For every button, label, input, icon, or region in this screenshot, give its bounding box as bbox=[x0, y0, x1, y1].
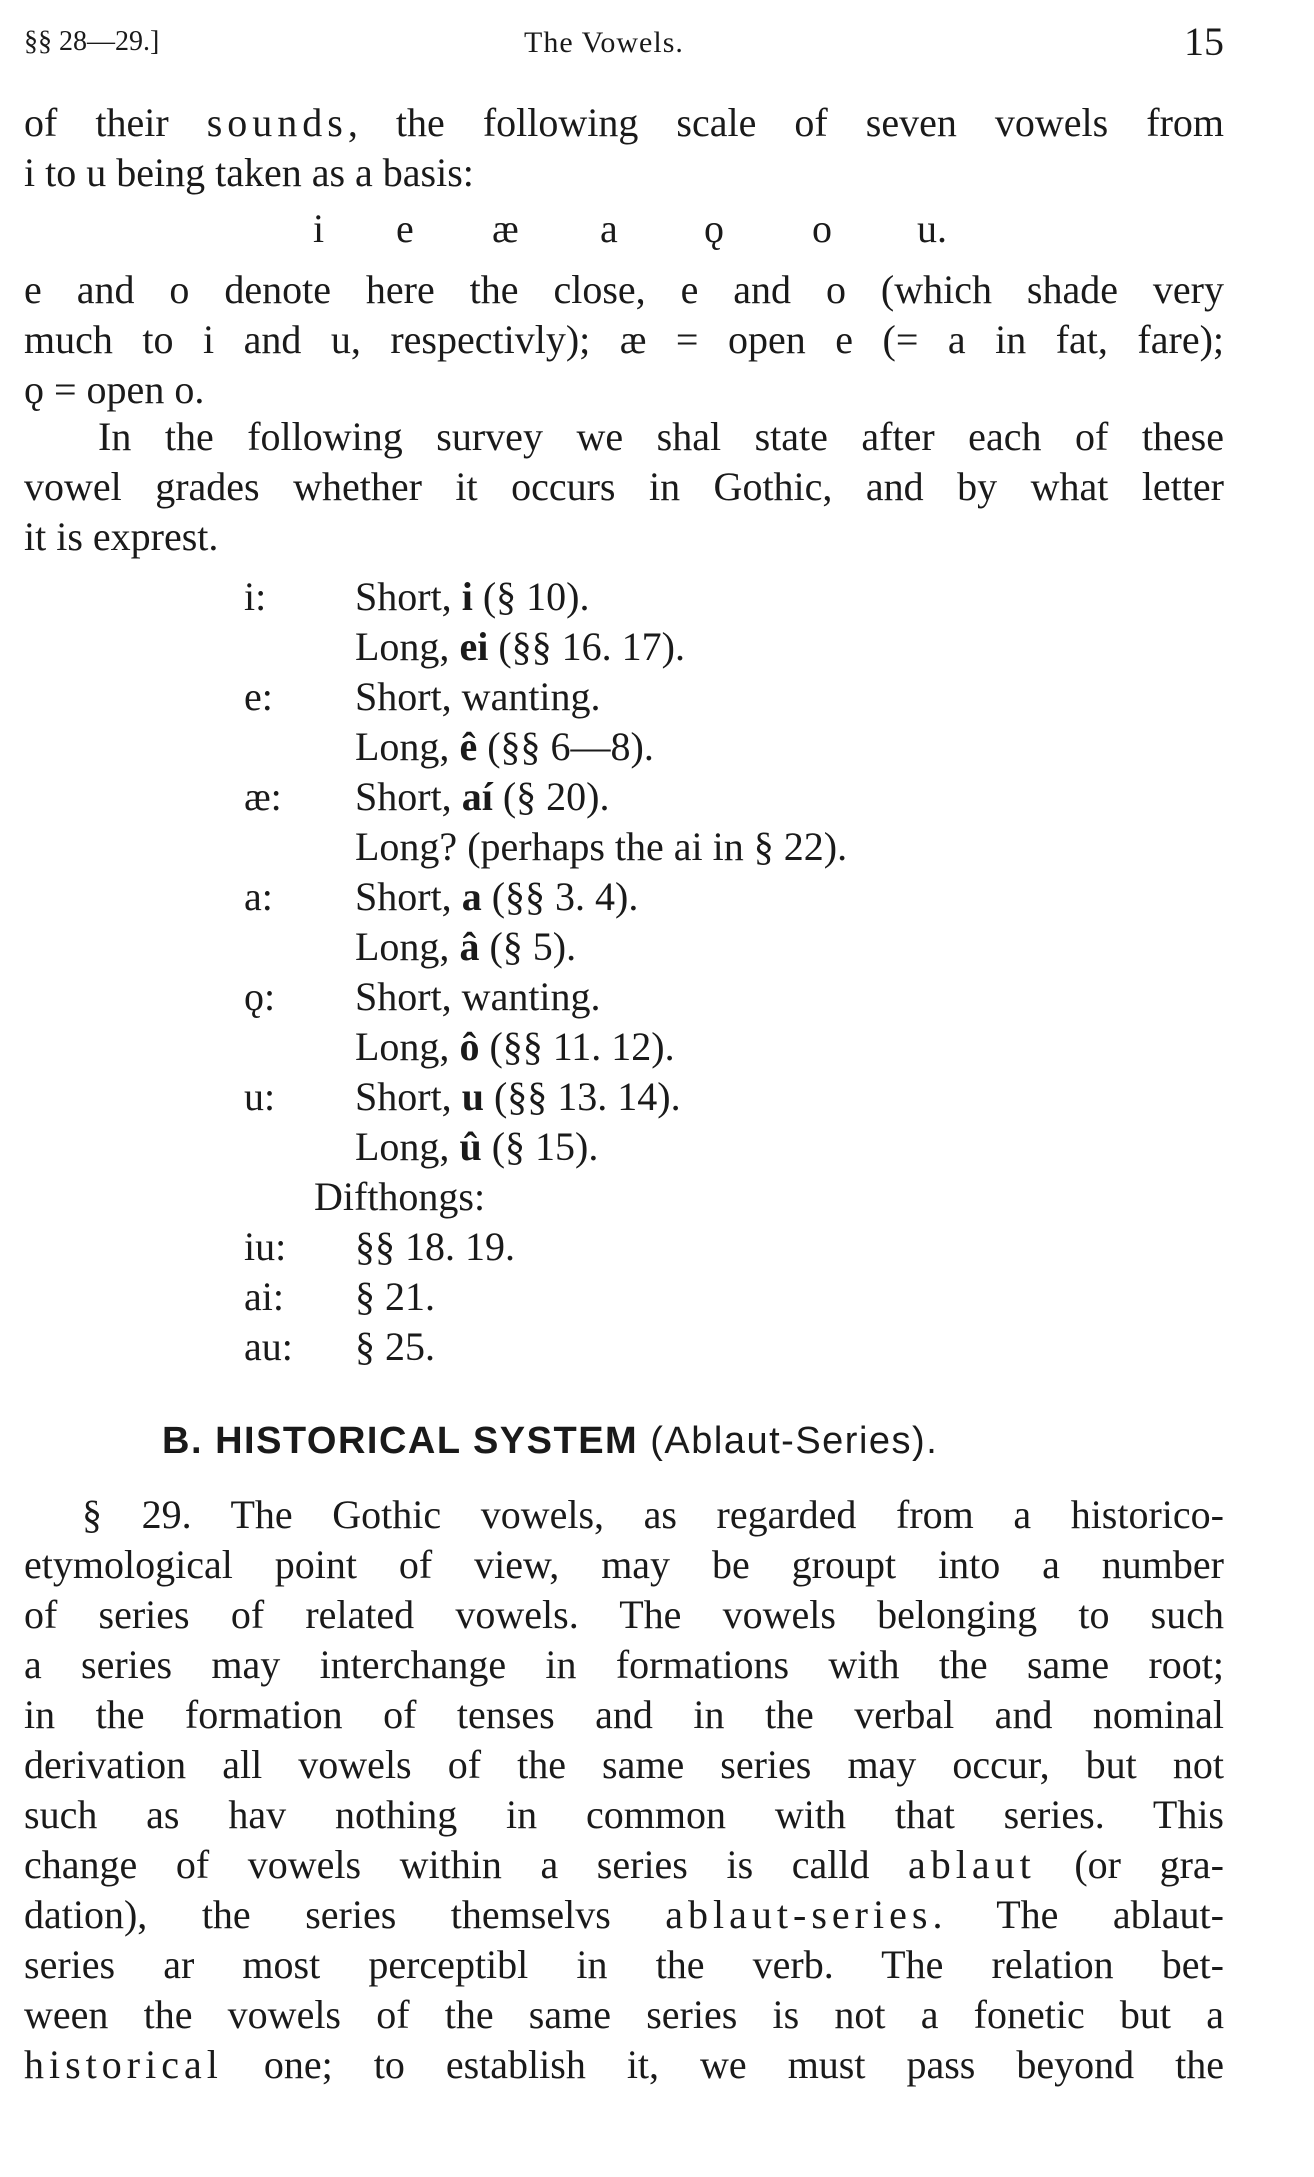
running-header bbox=[24, 18, 1224, 68]
paragraph-line: in the formation of tenses and in the verbal and nominal bbox=[24, 1692, 1224, 1737]
paragraph-line: dation), the series themselvs ablaut-series. The ablaut- bbox=[24, 1892, 1224, 1937]
header-title: The Vowels. bbox=[524, 26, 684, 59]
spaced-word: historical bbox=[24, 2042, 223, 2087]
scale-vowel: ǫ bbox=[704, 206, 724, 251]
diphthongs-title: Difthongs: bbox=[314, 1174, 486, 1219]
intro-line-1: of their sounds, the following scale of seven vowels from bbox=[24, 100, 1224, 145]
vowel-label: a: bbox=[244, 874, 273, 919]
paragraph-line: of series of related vowels. The vowels belonging to such bbox=[24, 1592, 1224, 1637]
diphthong-ref: §§ 18. 19. bbox=[355, 1224, 515, 1269]
survey-intro-line: In the following survey we shal state after each of these bbox=[98, 414, 1224, 459]
paragraph-line: ween the vowels of the same series is not a fonetic but a bbox=[24, 1992, 1224, 2037]
vowel-label: u: bbox=[244, 1074, 276, 1119]
diphthong-ref: § 25. bbox=[355, 1324, 435, 1369]
vowel-label: æ: bbox=[244, 774, 282, 819]
survey-intro-line: vowel grades whether it occurs in Gothic, and by what letter bbox=[24, 464, 1224, 509]
paragraph-line: derivation all vowels of the same series may occur, but not bbox=[24, 1742, 1224, 1787]
paragraph-line: § 29. The Gothic vowels, as regarded from a historico- bbox=[82, 1492, 1224, 1537]
spaced-word: sounds bbox=[206, 100, 348, 145]
section-heading: B. HISTORICAL SYSTEM (Ablaut-Series). bbox=[162, 1420, 939, 1462]
definition-line: ǫ = open o. bbox=[24, 367, 205, 412]
survey-intro-line: it is exprest. bbox=[24, 514, 219, 559]
diphthong-label: ai: bbox=[244, 1274, 284, 1319]
spaced-word: ablaut bbox=[908, 1842, 1036, 1887]
paragraph-line: change of vowels within a series is calld ablaut (or gra- bbox=[24, 1842, 1224, 1887]
header-section-ref: §§ 28—29.] bbox=[24, 26, 160, 57]
scale-vowel: i bbox=[313, 206, 325, 251]
intro-line-2: i to u being taken as a basis: bbox=[24, 150, 474, 195]
paragraph-line: a series may interchange in formations with the same root; bbox=[24, 1642, 1224, 1687]
definition-line: much to i and u, respectivly); æ = open e (= a in fat, fare); bbox=[24, 317, 1224, 362]
page-number: 15 bbox=[1184, 19, 1224, 64]
scale-vowel: u. bbox=[917, 206, 947, 251]
scale-vowel: æ bbox=[492, 206, 519, 251]
paragraph-line: etymological point of view, may be groupt into a number bbox=[24, 1542, 1224, 1587]
diphthong-label: iu: bbox=[244, 1224, 287, 1269]
diphthong-label: au: bbox=[244, 1324, 293, 1369]
scale-vowel: o bbox=[812, 206, 832, 251]
paragraph-line: historical one; to establish it, we must pass beyond the bbox=[24, 2042, 1224, 2087]
paragraph-line: such as hav nothing in common with that series. This bbox=[24, 1792, 1224, 1837]
definition-line: e and o denote here the close, e and o (which shade very bbox=[24, 267, 1224, 312]
diphthong-ref: § 21. bbox=[355, 1274, 435, 1319]
paragraph-line: series ar most perceptibl in the verb. The relation bet- bbox=[24, 1942, 1224, 1987]
vowel-label: i: bbox=[244, 574, 267, 619]
vowel-label: ǫ: bbox=[244, 974, 276, 1019]
vowel-label: e: bbox=[244, 674, 273, 719]
spaced-word: ablaut-series bbox=[665, 1892, 933, 1937]
scale-vowel: e bbox=[396, 206, 414, 251]
scale-vowel: a bbox=[600, 206, 618, 251]
